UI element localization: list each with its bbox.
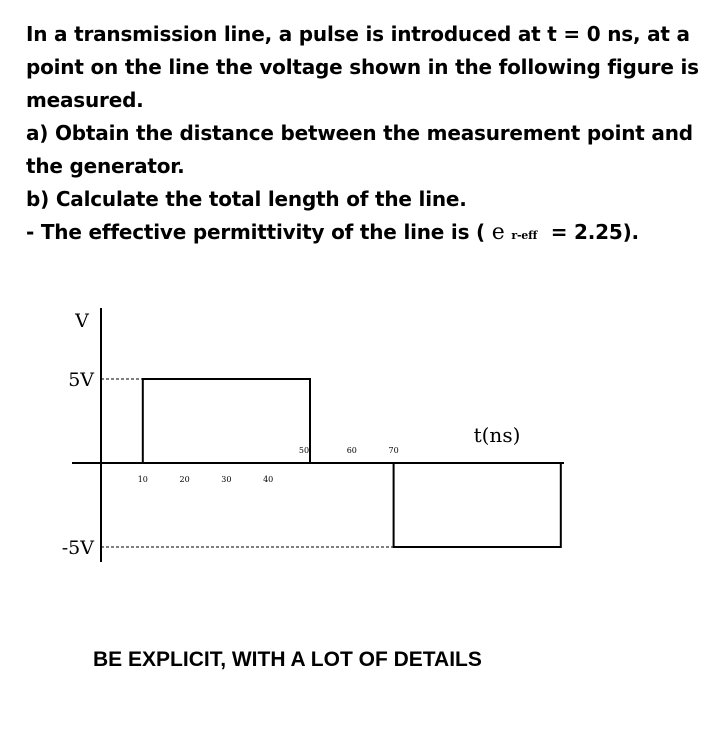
x-tick-20: 20 (179, 475, 190, 484)
pulse-positive (143, 379, 310, 463)
epsilon-symbol: e (491, 220, 505, 245)
x-tick-30: 30 (221, 475, 232, 484)
note-prefix: - The effective permittivity of the line is ( (26, 220, 485, 244)
x-tick-40: 40 (263, 475, 274, 484)
x-tick-50: 50 (298, 446, 310, 455)
question-permittivity-note (26, 216, 716, 252)
x-tick-60: 60 (346, 446, 357, 455)
y-tick-neg5v: -5V (61, 537, 94, 559)
voltage-time-chart (0, 290, 721, 580)
x-axis-label: t(ns) (473, 423, 521, 447)
note-suffix: = 2.25). (550, 220, 639, 244)
y-axis-label: V (75, 310, 89, 332)
epsilon-subscript: r-eff (511, 229, 538, 242)
question-text (26, 18, 716, 252)
question-intro: In a transmission line, a pulse is introduced at t = 0 ns, at a point on the line the voltage shown in the following figure is measured. (26, 22, 699, 112)
y-tick-5v: 5V (68, 369, 94, 391)
question-part-a: a) Obtain the distance between the measurement point and the generator. (26, 121, 693, 178)
x-tick-70: 70 (388, 446, 399, 455)
instruction-footer: BE EXPLICIT, WITH A LOT OF DETAILS (93, 648, 482, 671)
x-tick-10: 10 (137, 475, 148, 484)
pulse-negative (394, 463, 561, 547)
question-part-b: b) Calculate the total length of the line. (26, 187, 467, 211)
